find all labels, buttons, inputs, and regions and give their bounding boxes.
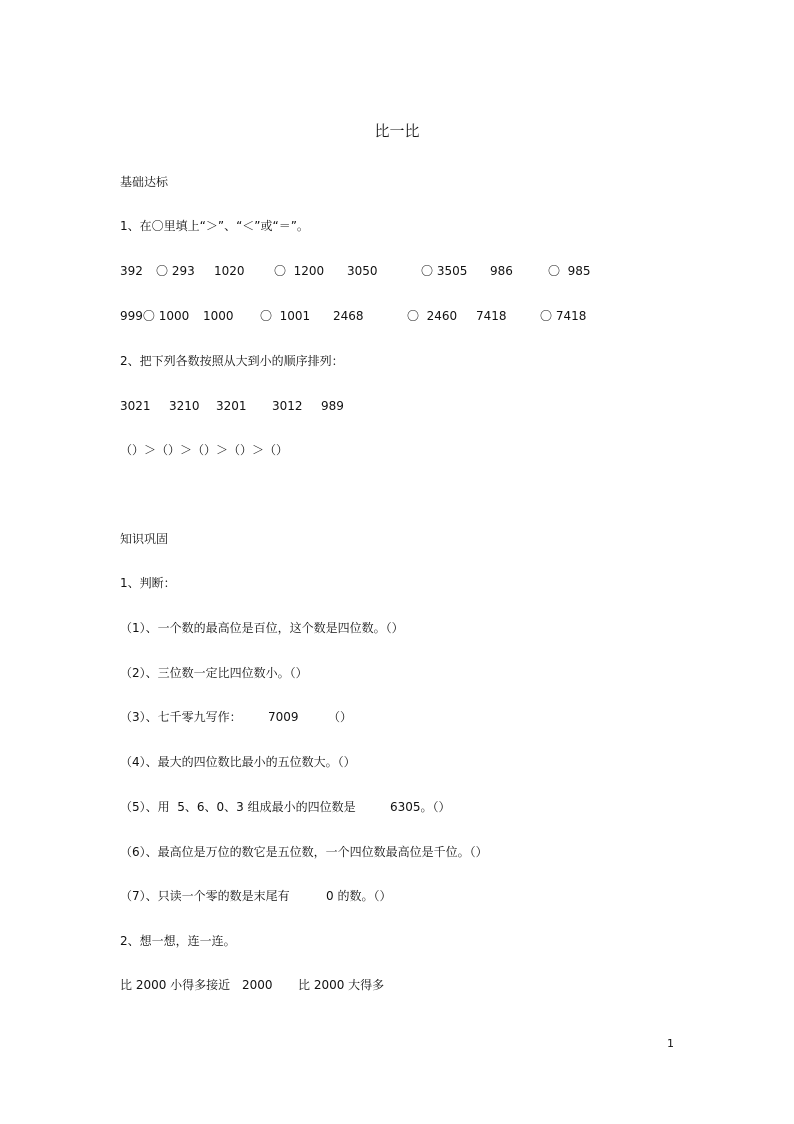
compare-circle-number: 〇 7418 — [540, 309, 587, 323]
sort-number: 3210 — [169, 399, 200, 413]
section-heading-basic: 基础达标 — [120, 175, 169, 189]
compare-number: 986 — [490, 264, 513, 278]
sort-answer-line: （）＞（）＞（）＞（）＞（） — [120, 443, 289, 457]
compare-circle-number: 〇 1200 — [274, 264, 325, 278]
compare-number: 1000 — [203, 309, 234, 323]
sort-number: 989 — [321, 399, 344, 413]
compare-number: 7418 — [476, 309, 507, 323]
connect-prompt: 2、想一想，连一连。 — [120, 934, 236, 948]
judge-item-value: 6305。（） — [390, 800, 451, 814]
compare-circle-number: 〇 985 — [548, 264, 591, 278]
judge-item: （2）、三位数一定比四位数小。（） — [120, 666, 308, 680]
connect-right: 比 2000 大得多 — [298, 978, 385, 992]
judge-prompt: 1、判断： — [120, 576, 176, 590]
judge-item: （6）、最高位是万位的数它是五位数，一个四位数最高位是千位。（） — [120, 845, 488, 859]
compare-circle-number: 〇 2460 — [407, 309, 458, 323]
compare-number: 1020 — [214, 264, 245, 278]
compare-circle-number: 〇 1001 — [260, 309, 311, 323]
section-heading-consolidate: 知识巩固 — [120, 532, 169, 546]
sort-number: 3012 — [272, 399, 303, 413]
question-1-prompt: 1、在〇里填上“＞”、“＜”或“＝”。 — [120, 219, 309, 233]
compare-number: 392 — [120, 264, 143, 278]
page-title: 比一比 — [374, 122, 420, 140]
sort-number: 3021 — [120, 399, 151, 413]
judge-item-value: 7009 — [268, 710, 299, 724]
judge-item: （5）、用 5、6、0、3 组成最小的四位数是 — [120, 800, 356, 814]
judge-item: （4）、最大的四位数比最小的五位数大。（） — [120, 755, 356, 769]
compare-number-circle: 999〇 1000 — [120, 309, 190, 323]
connect-left: 比 2000 小得多接近 — [120, 978, 231, 992]
judge-item-paren: （） — [328, 710, 353, 724]
question-2-prompt: 2、把下列各数按照从大到小的顺序排列： — [120, 354, 344, 368]
page-number: 1 — [667, 1037, 674, 1050]
compare-circle-number: 〇 3505 — [421, 264, 468, 278]
sort-number: 3201 — [216, 399, 247, 413]
judge-item-value: 0 的数。（） — [326, 889, 392, 903]
judge-item: （7）、只读一个零的数是末尾有 — [120, 889, 290, 903]
compare-number: 3050 — [347, 264, 378, 278]
judge-item: （1）、一个数的最高位是百位，这个数是四位数。（） — [120, 621, 404, 635]
compare-number: 2468 — [333, 309, 364, 323]
judge-item: （3）、七千零九写作： — [120, 710, 242, 724]
connect-center: 2000 — [242, 978, 273, 992]
compare-circle-number: 〇 293 — [156, 264, 195, 278]
